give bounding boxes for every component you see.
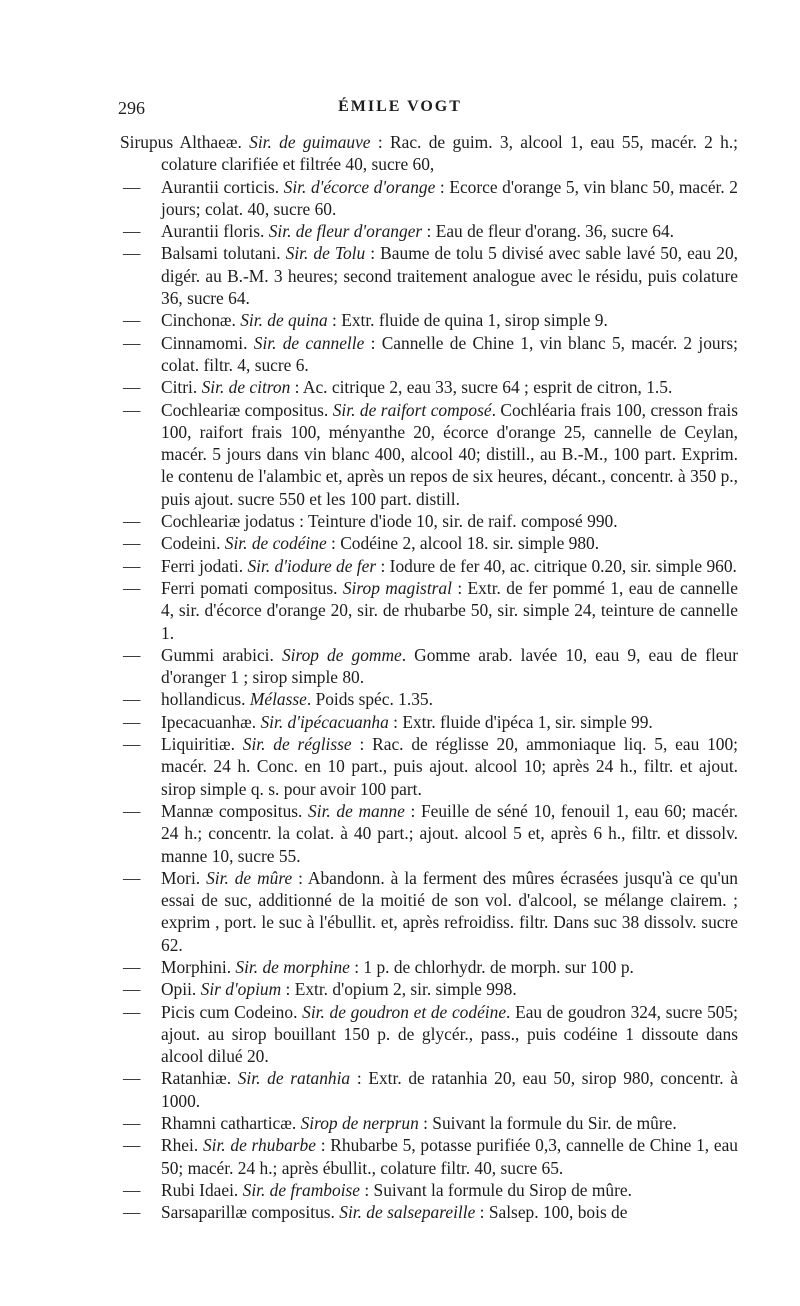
- entry-text: : Extr. de ratanhia 20, eau 50, sirop 980, concentr. à 1000.: [161, 1068, 739, 1111]
- entry-latin-name: Cochleariæ jodatus :: [161, 511, 308, 532]
- entry-text: : Iodure de fer 40, ac. citrique 0.20, sir. simple 960.: [376, 555, 737, 576]
- entry-latin-name: Cochleariæ compositus.: [161, 399, 333, 420]
- entry: [120, 688, 738, 710]
- entry-french-name: Sir. de rhubarbe: [202, 1135, 316, 1156]
- entry-text: : Rac. de guim. 3, alcool 1, eau 55, macér. 2 h.; colature clarifiée et filtrée 40, sucre 60,: [161, 132, 739, 175]
- entry-text: : Suivant la formule du Sir. de mûre.: [418, 1113, 677, 1134]
- entry-dash: —: [123, 644, 141, 665]
- entry: [120, 1201, 738, 1223]
- entry-latin-name: Balsami tolutani.: [161, 243, 286, 264]
- entry-text: : Rac. de réglisse 20, ammoniaque liq. 5, eau 100; macér. 24 h. Conc. en 10 part., puis ajout. alcool 10; après 24 h., filtr. et ajout. sirop simple q. s. pour avoir 100 part.: [161, 734, 739, 799]
- entry-body: [161, 532, 738, 554]
- entry-latin-name: Codeini.: [161, 533, 225, 554]
- entry-dash: —: [123, 711, 141, 732]
- entry-body: [161, 510, 738, 532]
- entry-latin-name: Sarsaparillæ compositus.: [161, 1202, 340, 1223]
- entry-latin-name: Gummi arabici.: [161, 644, 282, 665]
- page-header: [0, 98, 800, 122]
- entry-latin-name: Cinchonæ.: [161, 310, 241, 331]
- entry-body: [161, 644, 738, 689]
- entry-french-name: Sir. d'iodure de fer: [247, 555, 377, 576]
- entry-dash: —: [123, 867, 141, 888]
- entry-french-name: Sir. de manne: [308, 800, 405, 821]
- entry-dash: —: [123, 377, 141, 398]
- entry-text: . Poids spéc. 1.35.: [306, 689, 433, 710]
- page-number: 296: [118, 98, 145, 118]
- entry-dash: —: [123, 1068, 141, 1089]
- entry-latin-name: Aurantii floris.: [161, 221, 269, 242]
- entry-french-name: Sir. de ratanhia: [237, 1068, 351, 1089]
- entry: [120, 800, 738, 867]
- entry-body: [161, 1001, 738, 1068]
- entry: [120, 242, 738, 309]
- entry: [120, 733, 738, 800]
- entry-text: . Cochléaria frais 100, cresson frais 100, raifort frais 100, ményanthe 20, écorce d'orange 25, cannelle de Ceylan, macér. 5 jours dans vin blanc 400, alcool 40; distill., au B.-M., 100 part. Exprim. le contenu de l'alambic et, après un repos de six heures, décant., concentr. à 350 p., puis ajout. sucre 550 et les 100 part. distill.: [161, 399, 738, 509]
- entry-french-name: Sir. de quina: [240, 310, 328, 331]
- entry-body: [161, 978, 738, 1000]
- entry-dash: —: [123, 1202, 141, 1223]
- entry-french-name: Sir. de Tolu: [285, 243, 366, 264]
- entry-text: : Ecorce d'orange 5, vin blanc 50, macér. 2 jours; colat. 40, sucre 60.: [161, 176, 739, 219]
- entry-body: [161, 577, 738, 644]
- entry-dash: —: [123, 1113, 141, 1134]
- entry-french-name: Sir. de salsepareille: [339, 1202, 476, 1223]
- entry: [120, 577, 738, 644]
- entry-body: [161, 309, 738, 331]
- entry-latin-name: Rhei.: [161, 1135, 203, 1156]
- entry-dash: —: [123, 399, 141, 420]
- entry-body: [161, 399, 738, 510]
- entry: [120, 555, 738, 577]
- entry-dash: —: [123, 332, 141, 353]
- entry-latin-name: Morphini.: [161, 956, 236, 977]
- entry-body: [161, 1112, 738, 1134]
- entry-text: : Salsep. 100, bois de: [475, 1202, 628, 1223]
- entry-body: [161, 733, 738, 800]
- entry-french-name: Sir. d'ipécacuanha: [260, 711, 389, 732]
- entry: [120, 867, 738, 956]
- entry-french-name: Sirop de gomme: [281, 644, 402, 665]
- entry-dash: —: [123, 310, 141, 331]
- entry-text: : Cannelle de Chine 1, vin blanc 5, macér. 2 jours; colat. filtr. 4, sucre 6.: [161, 332, 739, 375]
- entry-text: : Codéine 2, alcool 18. sir. simple 980.: [326, 533, 600, 554]
- entry-dash: —: [123, 1135, 141, 1156]
- entry-body: [161, 1201, 738, 1223]
- entry: [120, 1134, 738, 1179]
- entry-text: : Eau de fleur d'orang. 36, sucre 64.: [422, 221, 675, 242]
- entry-body: [161, 242, 738, 309]
- running-head: ÉMILE VOGT: [338, 98, 462, 115]
- entry-latin-name: Rhamni catharticæ.: [161, 1113, 301, 1134]
- entry-french-name: Sir. de goudron et de codéine: [302, 1001, 507, 1022]
- entry-text: : Extr. fluide d'ipéca 1, sir. simple 99.: [388, 711, 653, 732]
- entry-dash: —: [123, 243, 141, 264]
- entry-dash: —: [123, 956, 141, 977]
- entry-body: [161, 956, 738, 978]
- entry: [120, 510, 738, 532]
- entry-french-name: Mélasse: [249, 689, 307, 710]
- entry-french-name: Sir. de citron: [201, 377, 291, 398]
- entry-latin-name: Rubi Idaei.: [161, 1179, 243, 1200]
- entry-latin-name: Ferri jodati.: [161, 555, 248, 576]
- entry-french-name: Sir. de codéine: [224, 533, 327, 554]
- entry-dash: —: [123, 689, 141, 710]
- entry-body: [161, 555, 738, 577]
- entry: [120, 376, 738, 398]
- entry-french-name: Sir. de fleur d'oranger: [268, 221, 423, 242]
- entry-text: : Suivant la formule du Sirop de mûre.: [360, 1179, 632, 1200]
- entry-text: . Eau de goudron 324, sucre 505; ajout. au sirop bouillant 150 p. de glycér., pass., puis codéine 1 dissoute dans alcool dilué 20.: [161, 1001, 738, 1067]
- entry: [120, 399, 738, 510]
- entry-latin-name: Mannæ compositus.: [161, 800, 309, 821]
- entry-french-name: Sir. de morphine: [235, 956, 350, 977]
- entry-dash: —: [123, 979, 141, 1000]
- entry-dash: —: [123, 511, 141, 532]
- entry-french-name: Sir. de framboise: [242, 1179, 361, 1200]
- entry-french-name: Sir. de raifort composé: [332, 399, 492, 420]
- entry-text: : Extr. d'opium 2, sir. simple 998.: [281, 979, 517, 1000]
- entry-text: . Gomme arab. lavée 10, eau 9, eau de fleur d'oranger 1 ; sirop simple 80.: [161, 644, 738, 688]
- entry: [120, 131, 738, 176]
- entry: [120, 1112, 738, 1134]
- entry-latin-name: Liquiritiæ.: [161, 734, 243, 755]
- entry-body: [161, 220, 738, 242]
- entry-french-name: Sir. de mûre: [206, 867, 293, 888]
- entry-french-name: Sirop magistral: [342, 577, 452, 598]
- entry-text: : Rhubarbe 5, potasse purifiée 0,3, cannelle de Chine 1, eau 50; macér. 24 h.; après ébullit., colature filtr. 40, sucre 65.: [161, 1135, 738, 1178]
- entry: [120, 1067, 738, 1112]
- entry-latin-name: Opii.: [161, 979, 201, 1000]
- entry-body: [161, 688, 738, 710]
- entry-latin-name: Citri.: [161, 377, 202, 398]
- entry-body: [161, 376, 738, 398]
- entry-body: [161, 176, 738, 221]
- entry: [120, 220, 738, 242]
- entry-latin-name: Aurantii corticis.: [161, 176, 284, 197]
- entry-latin-name: Ratanhiæ.: [161, 1068, 238, 1089]
- entry-text: : Abandonn. à la ferment des mûres écrasées jusqu'à ce qu'un essai de suc, additionné de la moitié de son vol. d'alcool, se mélange clairem. ; exprim , port. le suc à l'ébullit. et, après refroidiss. filtr. Dans suc 38 dissolv. sucre 62.: [161, 867, 738, 955]
- entry-dash: —: [123, 734, 141, 755]
- entry-text: : Extr. de fer pommé 1, eau de cannelle 4, sir. d'écorce d'orange 20, sir. de rhubarbe 50, sir. simple 24, teinture de cannelle 1.: [161, 577, 738, 643]
- entry-body: [120, 131, 738, 176]
- entry: [120, 711, 738, 733]
- entry-latin-name: Picis cum Codeino.: [161, 1001, 303, 1022]
- entry-body: [161, 1134, 738, 1179]
- entry-french-name: Sir. de guimauve: [249, 132, 371, 152]
- entry-text: : Feuille de séné 10, fenouil 1, eau 60; macér. 24 h.; concentr. la colat. à 40 part.; ajout. alcool 5 et, après 6 h., filtr. et dissolv. manne 10, sucre 55.: [161, 800, 739, 866]
- entry-dash: —: [123, 533, 141, 554]
- entry: [120, 1179, 738, 1201]
- entries-list: [120, 131, 738, 1224]
- entry: [120, 1001, 738, 1068]
- entry-french-name: Sir. de réglisse: [242, 734, 352, 755]
- entry-dash: —: [123, 1179, 141, 1200]
- entry-dash: —: [123, 221, 141, 242]
- entry: [120, 176, 738, 221]
- entry: [120, 978, 738, 1000]
- entry-text: : Extr. fluide de quina 1, sirop simple 9.: [327, 310, 608, 331]
- entry-latin-name: Ferri pomati compositus.: [161, 577, 343, 598]
- entry: [120, 309, 738, 331]
- entry-dash: —: [123, 1001, 141, 1022]
- entry-french-name: Sir. de cannelle: [253, 332, 365, 353]
- entry-latin-name: Mori.: [161, 867, 207, 888]
- entry-latin-name: Sirupus Althaeæ.: [120, 132, 250, 152]
- entry-text: : Ac. citrique 2, eau 33, sucre 64 ; esprit de citron, 1.5.: [290, 377, 673, 398]
- entry-text: : Baume de tolu 5 divisé avec sable lavé 50, eau 20, digér. au B.-M. 3 heures; second traitement analogue avec le résidu, puis colature 36, sucre 64.: [161, 243, 739, 309]
- entry-text: : 1 p. de chlorhydr. de morph. sur 100 p.: [349, 956, 634, 977]
- entry: [120, 532, 738, 554]
- entry: [120, 956, 738, 978]
- entry-french-name: Sir. d'écorce d'orange: [283, 176, 436, 197]
- entry-text: Teinture d'iode 10, sir. de raif. composé 990.: [308, 511, 618, 532]
- entry-body: [161, 867, 738, 956]
- entry-latin-name: Ipecacuanhæ.: [161, 711, 261, 732]
- entry-body: [161, 711, 738, 733]
- entry-latin-name: Cinnamomi.: [161, 332, 254, 353]
- entry-dash: —: [123, 176, 141, 197]
- entry-dash: —: [123, 555, 141, 576]
- entry-dash: —: [123, 800, 141, 821]
- entry-french-name: Sir d'opium: [200, 979, 282, 1000]
- entry: [120, 332, 738, 377]
- entry-body: [161, 800, 738, 867]
- entry-dash: —: [123, 577, 141, 598]
- entry-french-name: Sirop de nerprun: [300, 1113, 419, 1134]
- entry-body: [161, 332, 738, 377]
- entry: [120, 644, 738, 689]
- entry-latin-name: hollandicus.: [161, 689, 250, 710]
- entry-body: [161, 1067, 738, 1112]
- entry-body: [161, 1179, 738, 1201]
